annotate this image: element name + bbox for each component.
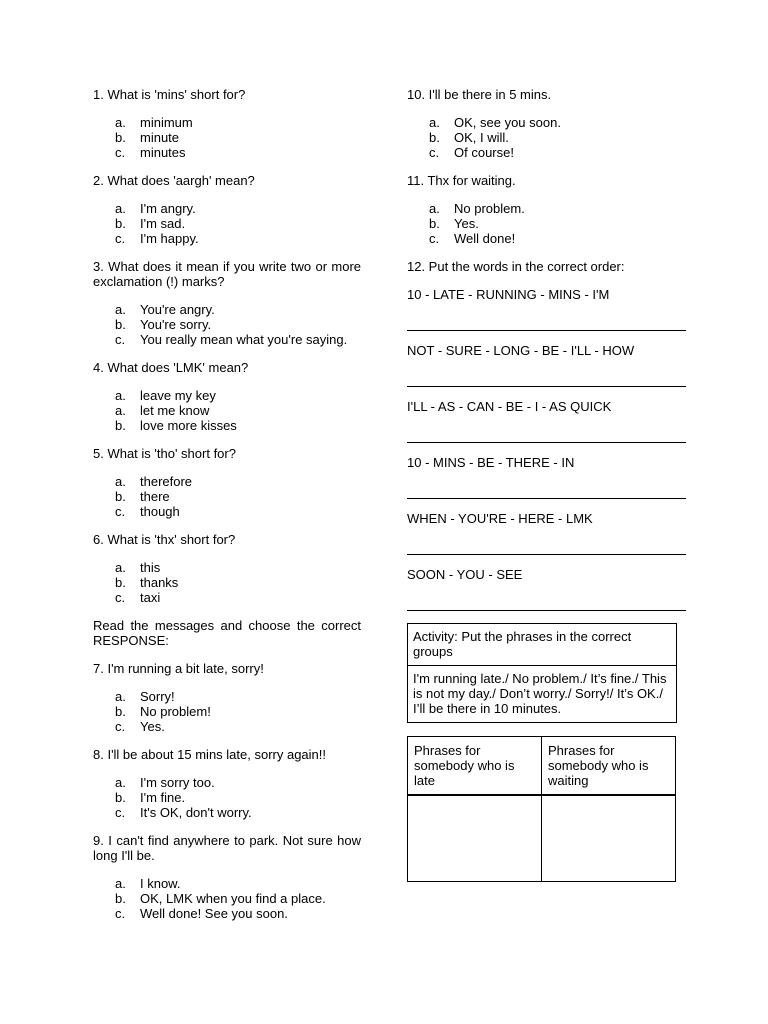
activity-box [407,623,677,723]
option-text: there [140,489,170,504]
q9 [93,833,361,921]
option-text: minute [140,130,180,145]
option-text: No problem! [140,704,211,719]
option-letter: a. [115,775,126,790]
answer-line[interactable] [407,594,686,611]
options-list [93,876,361,921]
option-letter: a. [429,201,440,216]
option-text: thanks [140,575,179,590]
option-text: OK, see you soon. [454,115,561,130]
option [93,388,361,403]
option [93,489,361,504]
option [93,418,361,433]
option-text: OK, LMK when you find a place. [140,891,326,906]
option-text: I'm angry. [140,201,196,216]
groups-table [407,736,676,882]
option [93,790,361,805]
question-text: 6. What is 'thx' short for? [93,532,236,547]
q2 [93,173,361,246]
option-letter: c. [115,805,126,820]
options-list [93,775,361,820]
scrambled-sentence: WHEN - YOU'RE - HERE - LMK [407,511,593,526]
q12 [407,259,686,611]
option [407,231,686,246]
option-letter: a. [115,876,126,891]
option [93,590,361,605]
options-list [93,689,361,734]
options-list [93,302,361,347]
answer-line[interactable] [407,426,686,443]
option-letter: a. [115,403,126,418]
q10 [407,87,686,160]
option [93,474,361,489]
option-letter: b. [429,216,440,231]
option-letter: c. [115,719,126,734]
option-text: leave my key [140,388,216,403]
option-text: Yes. [454,216,479,231]
option-text: therefore [140,474,193,489]
option [93,130,361,145]
option-text: You really mean what you're saying. [140,332,348,347]
q3 [93,259,361,347]
table-row [408,795,676,882]
option [407,216,686,231]
options-list [93,201,361,246]
option [407,115,686,130]
answer-line[interactable] [407,314,686,331]
right-column [407,87,686,882]
options-list [407,201,686,246]
answer-line[interactable] [407,370,686,387]
question-text: 10. I'll be there in 5 mins. [407,87,552,102]
option-text: I'm sorry too. [140,775,215,790]
option-letter: b. [429,130,440,145]
option [93,115,361,130]
option [93,403,361,418]
option-letter: b. [115,891,126,906]
option-letter: b. [115,216,126,231]
question-text: 1. What is 'mins' short for? [93,87,246,102]
option-letter: a. [115,302,126,317]
scrambled-sentence: SOON - YOU - SEE [407,567,523,582]
options-list [93,388,361,433]
option [93,575,361,590]
option-text: No problem. [454,201,525,216]
option [93,775,361,790]
option-letter: b. [115,790,126,805]
option [93,719,361,734]
option-letter: b. [115,704,126,719]
options-list [93,115,361,160]
table-header-row [408,737,676,796]
option-letter: b. [115,489,126,504]
question-text: 2. What does 'aargh' mean? [93,173,255,188]
option-text: though [140,504,180,519]
scrambled-sentence: 10 - LATE - RUNNING - MINS - I'M [407,287,610,302]
option [93,504,361,519]
option [93,216,361,231]
option-text: this [140,560,161,575]
instruction-text: Read the messages and choose the correct RESPONSE: [93,618,361,648]
option [407,201,686,216]
option [93,891,361,906]
option-text: minutes [140,145,186,160]
q11 [407,173,686,246]
question-text: 5. What is 'tho' short for? [93,446,236,461]
activity-phrases: I'm running late./ No problem./ It’s fine./ This is not my day./ Don’t worry./ Sorry!/ It’s OK./ I’ll be there in 10 minutes. [413,671,667,716]
options-list [93,474,361,519]
option [407,145,686,160]
option [93,332,361,347]
option-letter: b. [115,575,126,590]
option-letter: a. [115,474,126,489]
option-text: OK, I will. [454,130,509,145]
option [93,317,361,332]
option-letter: c. [429,231,440,246]
option [93,805,361,820]
option-letter: c. [115,145,126,160]
option-text: You're sorry. [140,317,212,332]
option-text: I'm fine. [140,790,186,805]
q6 [93,532,361,605]
scrambled-sentence: NOT - SURE - LONG - BE - I'LL - HOW [407,343,635,358]
question-text: 4. What does 'LMK' mean? [93,360,249,375]
answer-cell-waiting[interactable] [542,795,676,882]
options-list [407,115,686,160]
option-text: let me know [140,403,210,418]
option-letter: b. [115,317,126,332]
option-text: Yes. [140,719,165,734]
option-letter: c. [115,590,126,605]
option [93,560,361,575]
option [93,231,361,246]
answer-line[interactable] [407,482,686,499]
option-text: minimum [140,115,193,130]
option-letter: a. [115,115,126,130]
option [93,302,361,317]
question-text: 11. Thx for waiting. [407,173,516,188]
option-text: Well done! See you soon. [140,906,288,921]
question-text: 12. Put the words in the correct order: [407,259,625,274]
option-text: taxi [140,590,161,605]
option [93,876,361,891]
option-letter: a. [115,388,126,403]
scrambled-sentence: I'LL - AS - CAN - BE - I - AS QUICK [407,399,612,414]
option [93,906,361,921]
question-text: 7. I'm running a bit late, sorry! [93,661,264,676]
scrambled-sentence: 10 - MINS - BE - THERE - IN [407,455,575,470]
question-text: 9. I can't find anywhere to park. Not sure how long I'll be. [93,833,361,863]
option-letter: b. [115,130,126,145]
column-header-late: Phrases for somebody who is late [408,737,542,796]
option-letter: c. [429,145,440,160]
option-text: Of course! [454,145,514,160]
option-letter: a. [115,201,126,216]
option-text: I know. [140,876,181,891]
answer-cell-late[interactable] [408,795,542,882]
option-text: It's OK, don't worry. [140,805,252,820]
option-letter: c. [115,332,126,347]
options-list [93,560,361,605]
question-text: 8. I'll be about 15 mins late, sorry again!! [93,747,326,762]
column-header-waiting: Phrases for somebody who is waiting [542,737,676,796]
option-text: Sorry! [140,689,175,704]
option-letter: a. [115,689,126,704]
activity-title: Activity: Put the phrases in the correct groups [408,624,676,666]
q8 [93,747,361,820]
option-text: Well done! [454,231,516,246]
option-letter: c. [115,231,126,246]
answer-line[interactable] [407,538,686,555]
option [407,130,686,145]
option [93,704,361,719]
option [93,689,361,704]
option-letter: c. [115,504,126,519]
option [93,201,361,216]
option-text: I'm happy. [140,231,199,246]
option-text: I'm sad. [140,216,186,231]
q7 [93,661,361,734]
question-text: 3. What does it mean if you write two or more exclamation (!) marks? [93,259,361,289]
option-text: You're angry. [140,302,215,317]
option-letter: a. [429,115,440,130]
option [93,145,361,160]
left-column [93,87,361,934]
option-letter: a. [115,560,126,575]
q5 [93,446,361,519]
q1 [93,87,361,160]
q4 [93,360,361,433]
option-letter: c. [115,906,126,921]
option-letter: b. [115,418,126,433]
option-text: love more kisses [140,418,237,433]
